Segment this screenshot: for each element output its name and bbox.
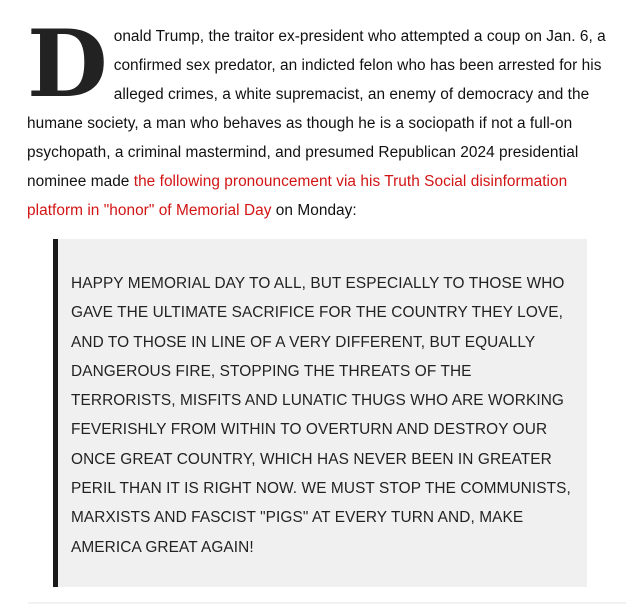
intro-text: onald Trump, the traitor ex-president who attempted a coup on Jan. 6, a confirmed sex predator, an indicted felon who has been arrested for his alleged crimes, a white supremacist, an enemy of democracy and the humane society, a man who behaves as though he is a sociopath if not a full-on psychopath, a criminal mastermind, and presumed Republican 2024 presidential nominee made [27, 28, 606, 190]
article-body [27, 9, 625, 225]
quoted-post-text: HAPPY MEMORIAL DAY TO ALL, BUT ESPECIALLY TO THOSE WHO GAVE THE ULTIMATE SACRIFICE FOR THE COUNTRY THEY LOVE, AND TO THOSE IN LINE OF A VERY DIFFERENT, BUT EQUALLY DANGEROUS FIRE, STOPPING THE THREATS OF THE TERRORISTS, MISFITS AND LUNATIC THUGS WHO ARE WORKING FEVERISHLY FROM WITHIN TO OVERTURN AND DESTROY OUR ONCE GREAT COUNTRY, WHICH HAS NEVER BEEN IN GREATER PERIL THAN IT IS RIGHT NOW. WE MUST STOP THE COMMUNISTS, MARXISTS AND FASCIST "PIGS" AT EVERY TURN AND, MAKE AMERICA GREAT AGAIN! [71, 275, 571, 556]
quoted-post-blockquote [53, 239, 587, 587]
intro-paragraph [27, 9, 625, 225]
truth-social-post-link[interactable]: the following pronouncement via his Truth Social disinformation platform in "honor" of Memorial Day [27, 173, 568, 219]
drop-cap: D [27, 9, 108, 118]
section-divider [28, 602, 626, 604]
intro-text-end: on Monday: [271, 202, 357, 219]
